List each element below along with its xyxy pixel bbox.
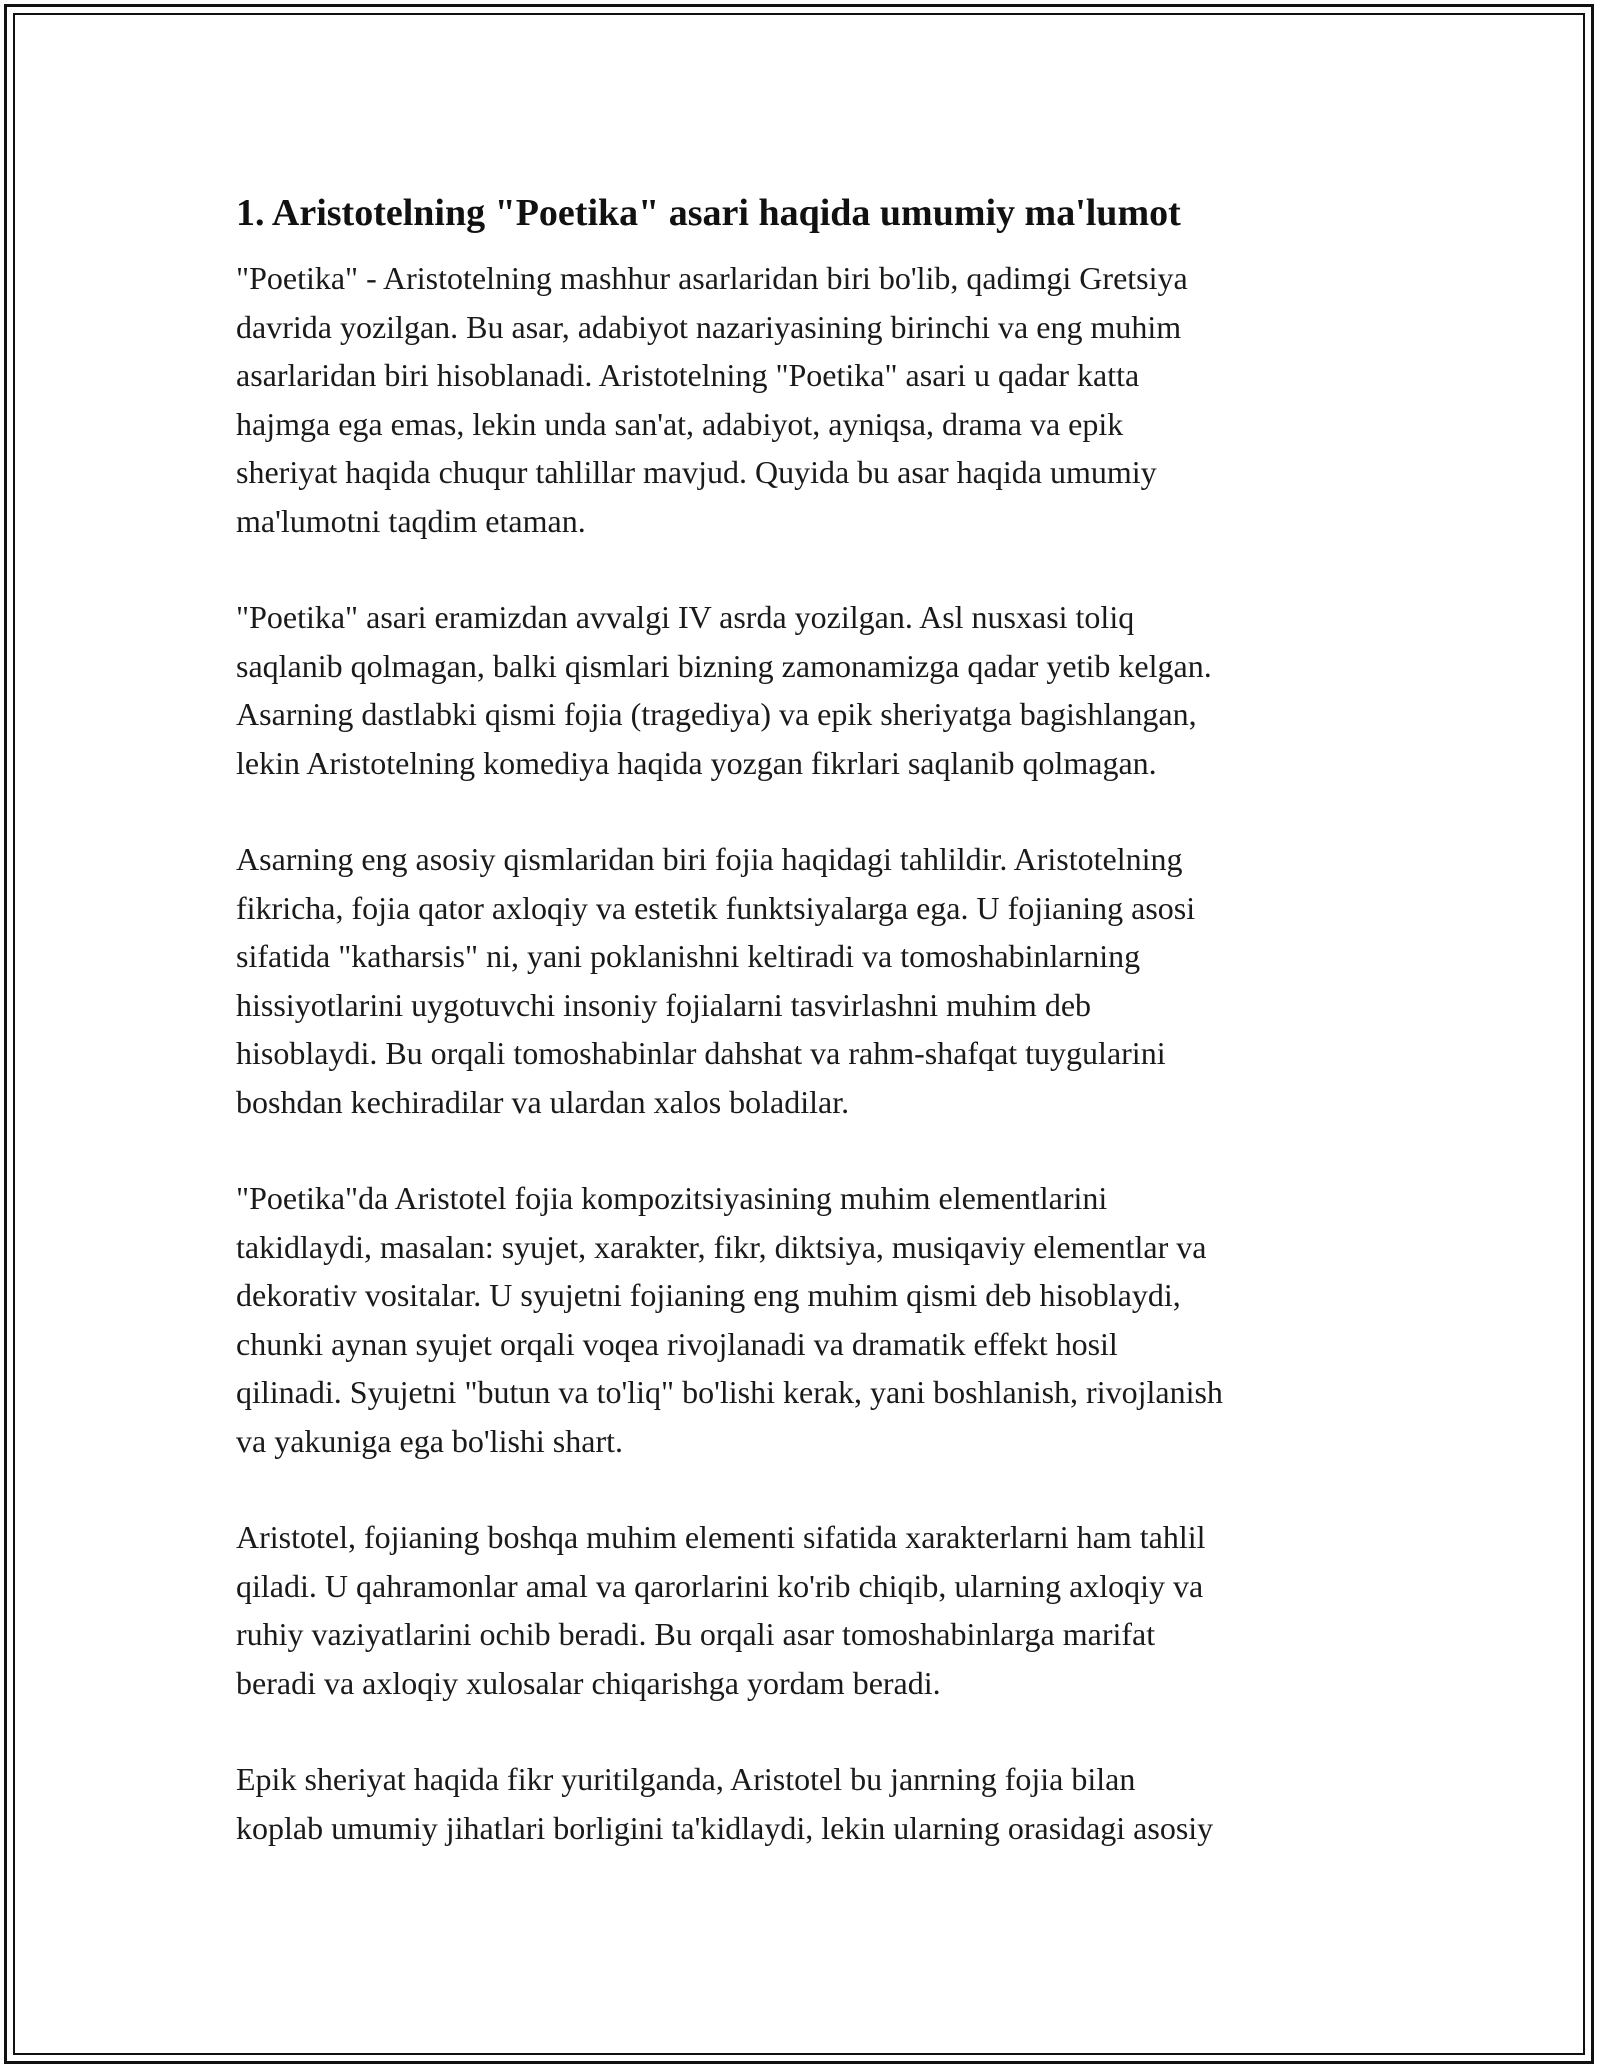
text-line: lekin Aristotelning komediya haqida yozgan fikrlari saqlanib qolmagan. bbox=[236, 744, 1157, 781]
text-line: koplab umumiy jihatlari borligini ta'kidlaydi, lekin ularning orasidagi asosiy bbox=[236, 1809, 1214, 1846]
paragraph-1 bbox=[236, 254, 1386, 545]
text-line: hisoblaydi. Bu orqali tomoshabinlar dahshat va rahm-shafqat tuygularini bbox=[236, 1035, 1166, 1071]
text-line: Epik sheriyat haqida fikr yuritilganda, Aristotel bu janrning fojia bilan bbox=[236, 1761, 1136, 1797]
paragraph-4 bbox=[236, 1174, 1386, 1465]
document-body bbox=[236, 186, 1386, 1900]
paragraph-6 bbox=[236, 1755, 1386, 1852]
text-line: hajmga ega emas, lekin unda san'at, adabiyot, ayniqsa, drama va epik bbox=[236, 405, 1124, 442]
text-line: takidlaydi, masalan: syujet, xarakter, fikr, diktsiya, musiqaviy elementlar va bbox=[236, 1228, 1207, 1265]
text-line: qiladi. U qahramonlar amal va qarorlarini ko'rib chiqib, ularning axloqiy va bbox=[236, 1567, 1204, 1604]
text-line: qilinadi. Syujetni "butun va to'liq" bo'lishi kerak, yani boshlanish, rivojlanish bbox=[236, 1374, 1223, 1410]
paragraph-5 bbox=[236, 1513, 1386, 1707]
text-line: boshdan kechiradilar va ulardan xalos boladilar. bbox=[236, 1083, 850, 1120]
text-line: va yakuniga ega bo'lishi shart. bbox=[236, 1422, 623, 1459]
text-line: ma'lumotni taqdim etaman. bbox=[236, 502, 586, 539]
text-line: Asarning eng asosiy qismlaridan biri fojia haqidagi tahlildir. Aristotelning bbox=[236, 841, 1183, 877]
text-line: "Poetika"da Aristotel fojia kompozitsiyasining muhim elementlarini bbox=[236, 1180, 1108, 1216]
text-line: hissiyotlarini uygotuvchi insoniy fojialarni tasvirlashni muhim deb bbox=[236, 986, 1092, 1023]
text-line: "Poetika" asari eramizdan avvalgi IV asrda yozilgan. Asl nusxasi toliq bbox=[236, 599, 1135, 635]
paragraph-2 bbox=[236, 593, 1386, 787]
text-line: fikricha, fojia qator axloqiy va estetik funktsiyalarga ega. U fojianing asosi bbox=[236, 889, 1196, 926]
paragraph-3 bbox=[236, 835, 1386, 1126]
text-line: "Poetika" - Aristotelning mashhur asarlaridan biri bo'lib, qadimgi Gretsiya bbox=[236, 260, 1188, 296]
text-line: beradi va axloqiy xulosalar chiqarishga yordam beradi. bbox=[236, 1664, 941, 1701]
text-line: Aristotel, fojianing boshqa muhim elementi sifatida xarakterlarni ham tahlil bbox=[236, 1519, 1206, 1555]
text-line: davrida yozilgan. Bu asar, adabiyot nazariyasining birinchi va eng muhim bbox=[236, 308, 1182, 345]
text-line: Asarning dastlabki qismi fojia (tragediya) va epik sheriyatga bagishlangan, bbox=[236, 696, 1197, 732]
text-line: sheriyat haqida chuqur tahlillar mavjud. Quyida bu asar haqida umumiy bbox=[236, 454, 1157, 490]
text-line: saqlanib qolmagan, balki qismlari bizning zamonamizga qadar yetib kelgan. bbox=[236, 647, 1212, 684]
section-heading: 1. Aristotelning "Poetika" asari haqida umumiy ma'lumot bbox=[236, 192, 1181, 234]
text-line: dekorativ vositalar. U syujetni fojianing eng muhim qismi deb hisoblaydi, bbox=[236, 1277, 1181, 1313]
text-line: asarlaridan biri hisoblanadi. Aristotelning "Poetika" asari u qadar katta bbox=[236, 357, 1140, 393]
text-line: ruhiy vaziyatlarini ochib beradi. Bu orqali asar tomoshabinlarga marifat bbox=[236, 1616, 1156, 1652]
text-line: chunki aynan syujet orqali voqea rivojlanadi va dramatik effekt hosil bbox=[236, 1325, 1118, 1362]
text-line: sifatida "katharsis" ni, yani poklanishni keltiradi va tomoshabinlarning bbox=[236, 938, 1141, 974]
